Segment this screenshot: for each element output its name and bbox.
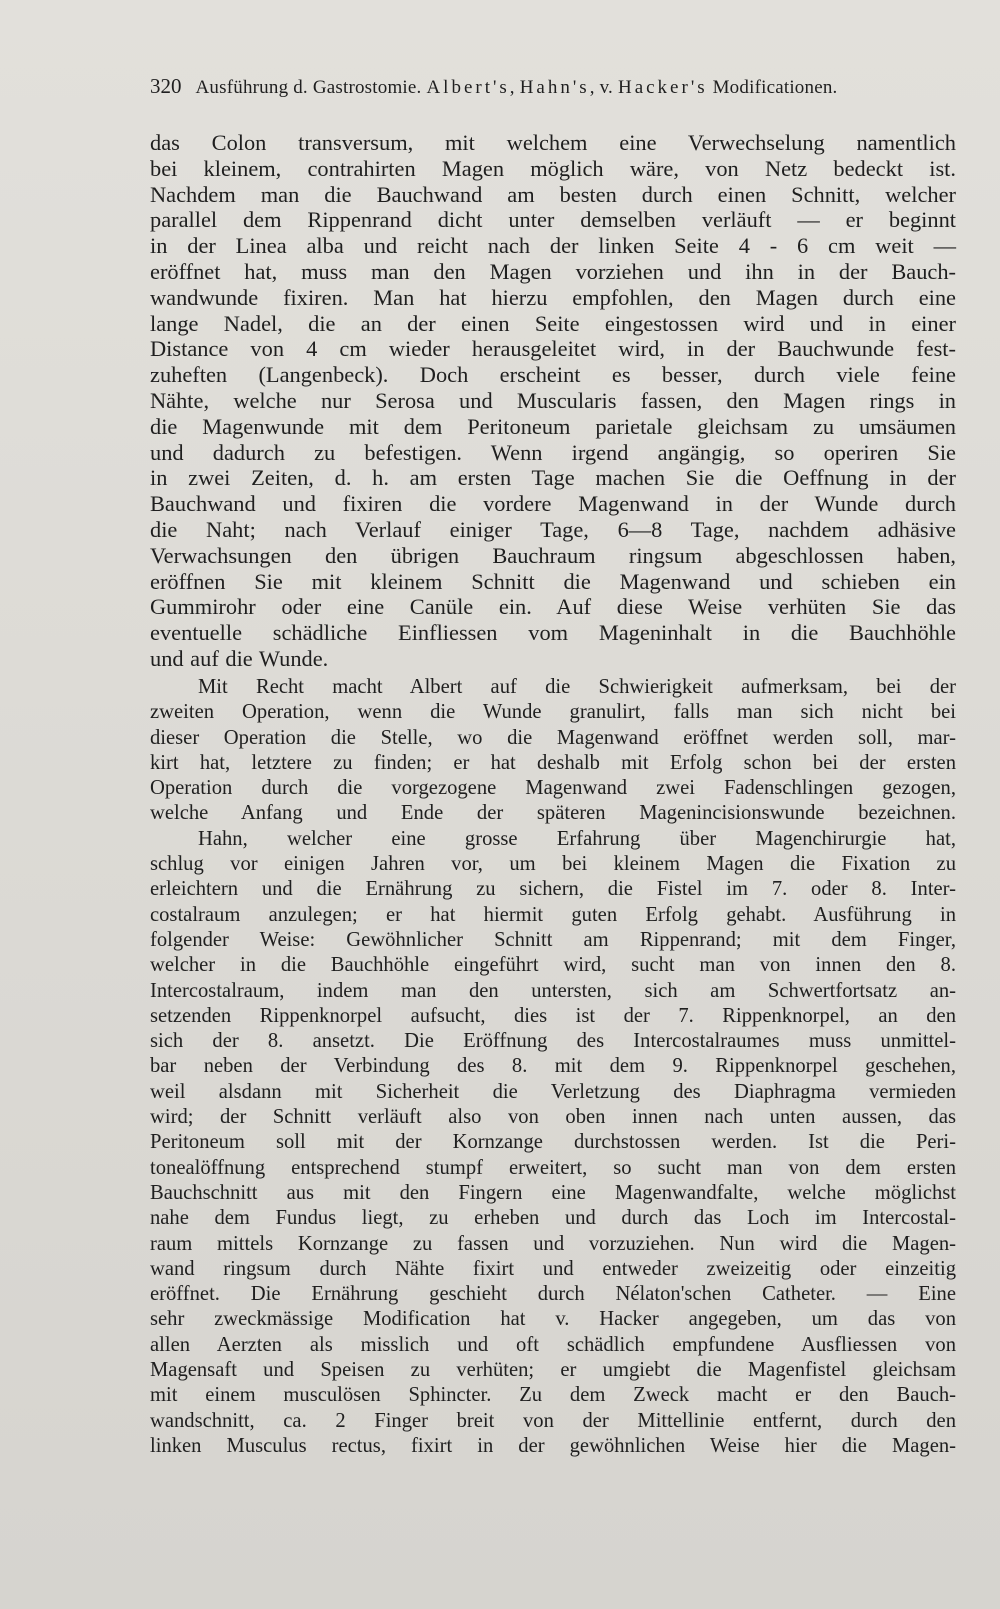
text-line: Nähte, welche nur Serosa und Muscularis fassen, den Magen rings in (150, 387, 956, 413)
text-line: welcher in die Bauchhöhle eingeführt wird, sucht man von innen den 8. (150, 954, 956, 977)
text-line-indented: Mit Recht macht Albert auf die Schwierigkeit aufmerksam, bei der (198, 676, 956, 698)
text-line: Bauchschnitt aus mit den Fingern eine Magenwandfalte, welche möglichst (150, 1181, 956, 1204)
text-line: Bauchwand und fixiren die vordere Magenwand in der Wunde durch (150, 491, 956, 517)
text-line: raum mittels Kornzange zu fassen und vorzuziehen. Nun wird die Magen- (150, 1232, 956, 1255)
text-line-last: und auf die Wunde. (150, 645, 329, 671)
text-line: linken Musculus rectus, fixirt in der gewöhnlichen Weise hier die Magen- (150, 1434, 956, 1457)
text-line: kirt hat, letztere zu finden; er hat deshalb mit Erfolg schon bei der ersten (150, 751, 956, 774)
paragraph-small-type (150, 675, 956, 1459)
text-line: eröffnen Sie mit kleinem Schnitt die Magenwand und schieben ein (150, 568, 956, 594)
text-line: nahe dem Fundus liegt, zu erheben und durch das Loch im Intercostal- (150, 1207, 956, 1230)
text-line: lange Nadel, die an der einen Seite eingestossen wird und in einer (150, 310, 956, 336)
text-line: wand ringsum durch Nähte fixirt und entweder zweizeitig oder einzeitig (150, 1257, 956, 1280)
text-line: weil alsdann mit Sicherheit die Verletzung des Diaphragma vermieden (150, 1080, 956, 1103)
text-line: und dadurch zu befestigen. Wenn irgend angängig, so operiren Sie (150, 439, 956, 465)
text-line: wird; der Schnitt verläuft also von oben innen nach unten aussen, das (150, 1106, 956, 1129)
text-line: Verwachsungen den übrigen Bauchraum ringsum abgeschlossen haben, (150, 542, 956, 568)
text-line: eventuelle schädliche Einfliessen vom Mageninhalt in die Bauchhöhle (150, 620, 956, 646)
running-header (150, 74, 956, 99)
text-line: schlug vor einigen Jahren vor, um bei kleinem Magen die Fixation zu (150, 853, 956, 876)
text-line: dieser Operation die Stelle, wo die Magenwand eröffnet werden soll, mar- (150, 726, 956, 749)
title-part-1: Ausführung d. Gastrostomie. (195, 77, 427, 98)
text-line: erleichtern und die Ernährung zu sichern, die Fistel im 7. oder 8. Inter- (150, 878, 956, 901)
text-line: sehr zweckmässige Modification hat v. Hacker angegeben, um das von (150, 1308, 956, 1331)
text-line: das Colon transversum, mit welchem eine Verwechselung namentlich (150, 130, 956, 155)
text-line: Peritoneum soll mit der Kornzange durchstossen werden. Ist die Peri- (150, 1131, 956, 1154)
text-line: Magensaft und Speisen zu verhüten; er umgiebt die Magenfistel gleichsam (150, 1359, 956, 1382)
text-line: in zwei Zeiten, d. h. am ersten Tage machen Sie die Oeffnung in der (150, 465, 956, 491)
text-line: Gummirohr oder eine Canüle ein. Auf diese Weise verhüten Sie das (150, 594, 956, 620)
text-line: zweiten Operation, wenn die Wunde granulirt, falls man sich nicht bei (150, 701, 956, 724)
text-line: eröffnet. Die Ernährung geschieht durch Nélaton'schen Catheter. — Eine (150, 1283, 956, 1306)
text-line: wandschnitt, ca. 2 Finger breit von der Mittellinie entfernt, durch den (150, 1409, 956, 1432)
text-line: Intercostalraum, indem man den untersten, sich am Schwertfortsatz an- (150, 979, 956, 1002)
text-line: wandwunde fixiren. Man hat hierzu empfohlen, den Magen durch eine (150, 284, 956, 310)
text-line: die Naht; nach Verlauf einiger Tage, 6—8 Tage, nachdem adhäsive (150, 516, 956, 542)
name-hahn: Hahn's (519, 77, 590, 98)
page-number: 320 (150, 74, 182, 98)
text-line-indented: Hahn, welcher eine grosse Erfahrung über Magenchirurgie hat, (198, 827, 956, 850)
paragraph-large-type (150, 130, 956, 672)
text-line: costalraum anzulegen; er hat hiermit guten Erfolg gehabt. Ausführung in (150, 903, 956, 926)
text-line: bar neben der Verbindung des 8. mit dem 9. Rippenknorpel geschehen, (150, 1055, 956, 1078)
text-line: setzenden Rippenknorpel aufsucht, dies ist der 7. Rippenknorpel, an den (150, 1004, 956, 1027)
text-line: welche Anfang und Ende der späteren Magenincisionswunde bezeichnen. (150, 802, 956, 825)
running-title (196, 77, 838, 99)
text-line: die Magenwunde mit dem Peritoneum parietale gleichsam zu umsäumen (150, 413, 956, 439)
text-line: in der Linea alba und reicht nach der linken Seite 4 - 6 cm weit — (150, 233, 956, 259)
name-albert: Albert's (426, 77, 510, 98)
text-line: eröffnet hat, muss man den Magen vorziehen und ihn in der Bauch- (150, 258, 956, 284)
text-line: Nachdem man die Bauchwand am besten durch einen Schnitt, welcher (150, 181, 956, 207)
separator-2: , v. (589, 77, 618, 98)
text-line: sich der 8. ansetzt. Die Eröffnung des Intercostalraumes muss unmittel- (150, 1030, 956, 1053)
text-line: Distance von 4 cm wieder herausgeleitet wird, in der Bauchwunde fest- (150, 336, 956, 362)
text-line: parallel dem Rippenrand dicht unter demselben verläuft — er beginnt (150, 207, 956, 233)
text-line: folgender Weise: Gewöhnlicher Schnitt am Rippenrand; mit dem Finger, (150, 928, 956, 951)
text-line: allen Aerzten als misslich und oft schädlich empfundene Ausfliessen von (150, 1333, 956, 1356)
text-line: Operation durch die vorgezogene Magenwand zwei Fadenschlingen gezogen, (150, 777, 956, 800)
title-part-2: Modificationen. (707, 77, 838, 98)
text-line: mit einem musculösen Sphincter. Zu dem Zweck macht er den Bauch- (150, 1384, 956, 1407)
separator-1: , (509, 77, 520, 98)
text-line: bei kleinem, contrahirten Magen möglich wäre, von Netz bedeckt ist. (150, 155, 956, 181)
text-line: tonealöffnung entsprechend stumpf erweitert, so sucht man von dem ersten (150, 1156, 956, 1179)
name-hacker: Hacker's (617, 77, 708, 98)
text-line: zuheften (Langenbeck). Doch erscheint es besser, durch viele feine (150, 362, 956, 388)
